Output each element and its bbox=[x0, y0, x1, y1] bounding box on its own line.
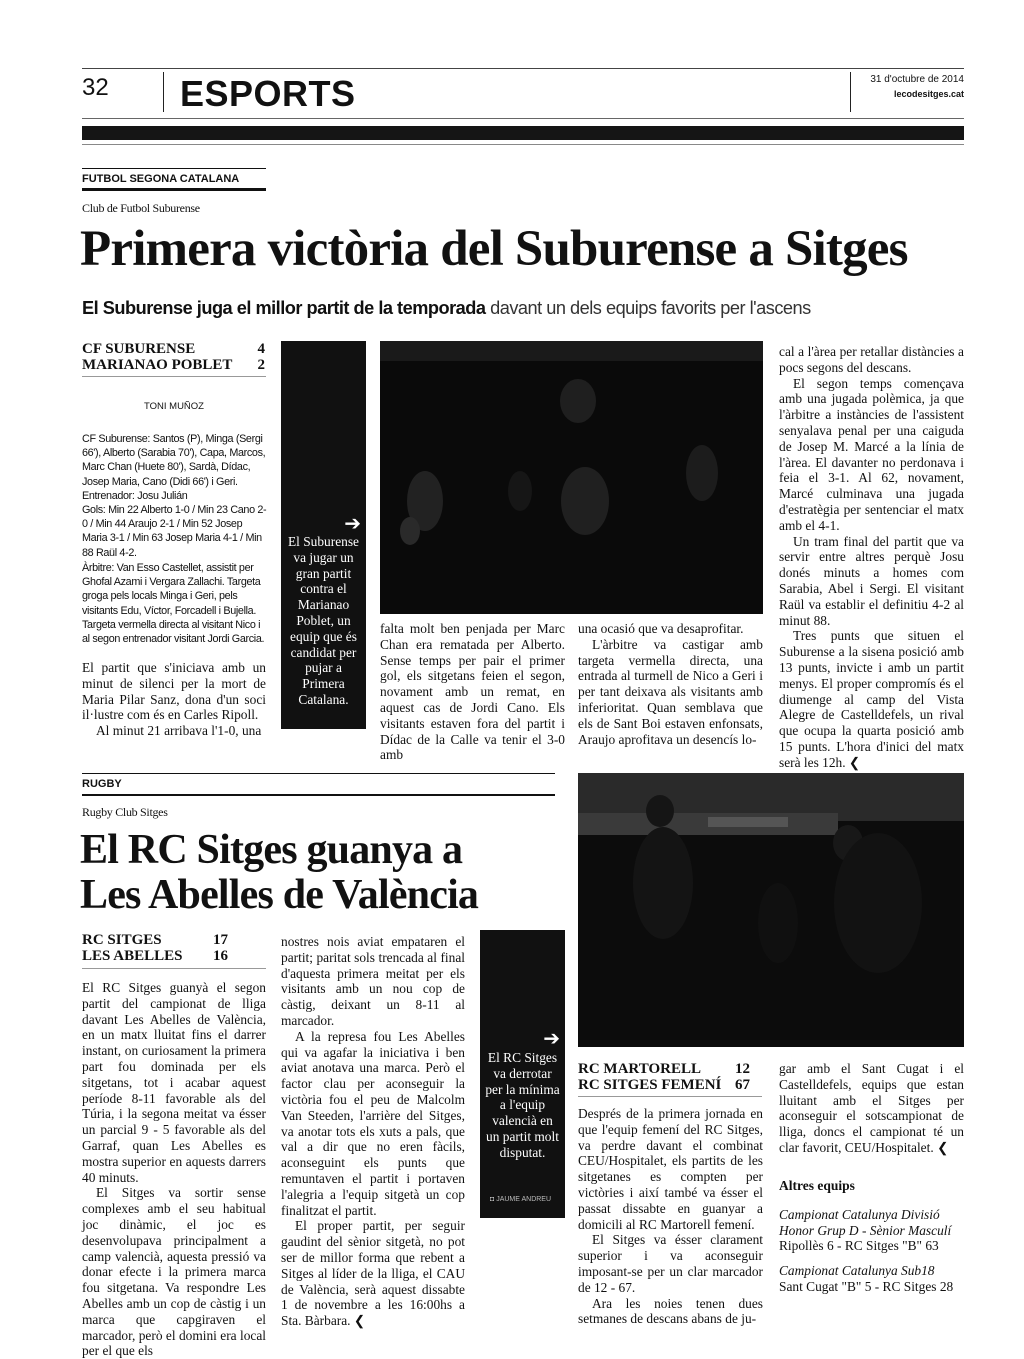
headline bbox=[80, 828, 478, 918]
kicker: RUGBY bbox=[82, 778, 122, 790]
camera-icon: ◘ bbox=[490, 1196, 495, 1203]
paragraph: Tres punts que situen el Suburense a la sisena posició amb 13 punts, invicte i amb un partit menys. El proper compromís és el diumenge al camp del Vista Alegre de Castelldefels, un rival que ocupa la quarta posició amb 15 punts. L'hora d'inici del matx serà les 12h. ❮ bbox=[779, 628, 964, 770]
paragraph: nostres nois aviat empataren el partit; paritat sols trencada al final d'aquesta primera meitat per els visitants amb un nou cop de càstig, deixant un 8-11 al marcador. bbox=[281, 934, 465, 1028]
score-value2: 2 bbox=[257, 357, 265, 373]
chevron-left-icon: ❮ bbox=[937, 1139, 949, 1155]
club-name: Club de Futbol Suburense bbox=[82, 201, 200, 215]
other-teams-competition: Campionat Catalunya Divisió Honor Grup D - Sènior Masculí bbox=[779, 1207, 952, 1238]
arrow-right-icon: ➔ bbox=[344, 511, 361, 535]
sidebar-text: El Suburense va jugar un gran partit contra el Marianao Poblet, un equip que és candidat per pujar a Primera Catalana. bbox=[287, 534, 360, 707]
paragraph: El RC Sitges guanyà el segon partit del campionat de lliga davant Les Abelles de València, en un matx lluitat fins el darrer instant, on curiosament la primera part fou dominada per els sitgetans, tot i acabar aquest període 8-11 favorable als del Túria, i la segona meitat va ésser un parcial 9 - 5 favorable als del Garraf, quan Les Abelles es mostra superior en aquests darrers 40 minuts. bbox=[82, 980, 266, 1185]
article1-col1 bbox=[82, 660, 266, 739]
score-value1: 17 bbox=[213, 932, 228, 948]
photo-credit: ◘ JAUME ANDREU bbox=[490, 1196, 552, 1203]
match-photo-image bbox=[380, 341, 763, 614]
club-name: Rugby Club Sitges bbox=[82, 805, 168, 819]
other-teams-result: Sant Cugat "B" 5 - RC Sitges 28 bbox=[779, 1279, 954, 1294]
paragraph: El Sitges va sortir sense complexes amb el seu habitual joc dinàmic, el joc es desenvolupava principalment a camp valencià, aquesta pressió va donar efecte i la primera marca fou sitgetana. Va respondre Les Abelles amb un cop de càstig i un marca que capgiraven el marcador, però el domini era local per el que els bbox=[82, 1185, 266, 1359]
header-divider bbox=[163, 72, 164, 112]
section-title: ESPORTS bbox=[180, 73, 356, 114]
article2-col2 bbox=[281, 934, 465, 1329]
website: lecodesitges.cat bbox=[893, 89, 964, 99]
chevron-left-icon: ❮ bbox=[848, 754, 861, 770]
score-value1: 12 bbox=[735, 1061, 750, 1077]
sidebar-text: El RC Sitges va derrotar per la mínima a l'equip valencià en un partit molt disputat. bbox=[485, 1050, 560, 1160]
sidebar-box bbox=[281, 341, 366, 729]
article1-col4 bbox=[578, 621, 763, 747]
paragraph: El Sitges va ésser clarament superior i va aconseguir imposant-se per un clar marcador de 12 - 67. bbox=[578, 1232, 763, 1295]
score-team2: MARIANAO POBLET bbox=[82, 357, 233, 373]
paragraph: El partit que s'iniciava amb un minut de silenci per la mort de Maria Pilar Sanz, dona d'un soci il·lustre com és en Carles Ripoll. bbox=[82, 660, 266, 723]
paragraph: Ara les noies tenen dues setmanes de descans abans de ju- bbox=[578, 1295, 763, 1327]
score-value1: 4 bbox=[257, 341, 265, 357]
subtitle bbox=[82, 296, 811, 320]
header-divider-right bbox=[850, 72, 851, 112]
score-team2: RC SITGES FEMENÍ bbox=[578, 1077, 722, 1093]
referee: Àrbitre: Van Esso Castellet, assistit per Ghofal Azami i Vergara Zallachi. Targeta groga pels locals Minga i Geri, pels visitants Edu, Víctor, Forcadell i Bujella. Targeta vermella directa al visitant Nico i al segon entrenador visitant Jordi Garcia. bbox=[82, 562, 265, 646]
rugby-photo-image bbox=[578, 773, 964, 1047]
headline-line1: El RC Sitges guanya a bbox=[80, 827, 463, 873]
paragraph: cal a l'àrea per retallar distàncies a pocs segons del descans. bbox=[779, 344, 964, 375]
score-team2: LES ABELLES bbox=[82, 948, 183, 964]
goals: Gols: Min 22 Alberto 1-0 / Min 23 Cano 2-0 / Min 44 Araujo 2-1 / Min 52 Josep Maria 3-1 / Min 63 Josep Maria 4-1 / Min 88 Raül 4-2. bbox=[82, 504, 267, 559]
issue-date: 31 d'octubre de 2014 bbox=[870, 74, 964, 85]
rugby-photo bbox=[578, 773, 964, 1047]
subtitle-light: davant un dels equips favorits per l'ascens bbox=[490, 298, 811, 318]
score-team1: RC SITGES bbox=[82, 932, 162, 948]
score-team1: RC MARTORELL bbox=[578, 1061, 701, 1077]
kicker: FUTBOL SEGONA CATALANA bbox=[82, 173, 240, 185]
byline: TONI MUÑOZ bbox=[144, 401, 204, 412]
headline-line2: Les Abelles de València bbox=[80, 872, 479, 918]
chevron-left-icon: ❮ bbox=[353, 1313, 366, 1329]
subtitle-bold: El Suburense juga el millor partit de la temporada bbox=[82, 298, 486, 318]
other-teams-competition: Campionat Catalunya Sub18 bbox=[779, 1263, 935, 1278]
article1-col5 bbox=[779, 344, 964, 771]
other-teams-result: Ripollès 6 - RC Sitges "B" 63 bbox=[779, 1238, 939, 1253]
score-value2: 16 bbox=[213, 948, 228, 964]
paragraph: falta molt ben penjada per Marc Chan era rematada per Alberto. Sense temps per pair el primer gol, els sitgetans feien el segon, novament amb un remat, en aquest cas de Jordi Cano. Els visitants estaven fora del partit i Dídac de la Calle va tenir el 3-0 amb bbox=[380, 621, 565, 763]
arrow-right-icon: ➔ bbox=[543, 1026, 560, 1050]
article3-col1 bbox=[578, 1106, 763, 1327]
section-band bbox=[82, 126, 964, 140]
page-number: 32 bbox=[82, 74, 109, 101]
paragraph: Un tram final del partit que va servir entre altres perquè Josu donés minuts a homes com Sarabia, Abel i Sergi. El visitant Raül va establir el definitiu 4-2 al minut 88. bbox=[779, 533, 964, 628]
score-team1: CF SUBURENSE bbox=[82, 341, 196, 357]
headline: Primera victòria del Suburense a Sitges bbox=[80, 221, 908, 277]
paragraph: El proper partit, per seguir gaudint del sènior sitgetà, no pot ser de millor forma que rebent a Sitges al líder de la lliga, el CAU de València, serà aquest dissabte 1 de novembre a les 16:00hs a Sta. Bàrbara. ❮ bbox=[281, 1218, 465, 1329]
other-teams-title: Altres equips bbox=[779, 1178, 855, 1193]
paragraph: L'àrbitre va castigar amb targeta vermella directa, una entrada al turmell de Nico a Geri i per tant deixava als visitants amb inferioritat. Quan semblava que els de Sant Boi estaven enfonsats, Araujo aprofitava un desencís lo- bbox=[578, 636, 763, 747]
paragraph: A la represa fou Les Abelles qui va agafar la iniciativa i ben aviat anotava una marca. Però el factor clau per aconseguir la victòria fou el peu de Malcolm Van Steeden, l'arrière del Sitges, va anotar tots els xuts a pals, que val a dir que no eren fàcils, aconseguint els punts que remuntaven el partit i portaven l'alegria a l'equip sitgetà un cop finalitzat el partit. bbox=[281, 1028, 465, 1218]
sidebar-box bbox=[480, 930, 565, 1218]
paragraph: Al minut 21 arribava l'1-0, una bbox=[96, 723, 262, 739]
paragraph: Després de la primera jornada en que l'equip femení del RC Sitges, va perdre davant el combinat CEU/Hospitalet, els partits de les sitgetanes es compten per victòries i així també va ésser el passat dissabte en guanyar a domicili al RC Martorell femení. bbox=[578, 1106, 763, 1232]
article3-col2 bbox=[779, 1061, 964, 1156]
lineup: CF Suburense: Santos (P), Minga (Sergi 66'), Alberto (Sarabia 70'), Capa, Marcos, Marc Chan (Huete 80'), Sardà, Dídac, Josep Maria, Cano (Didi 66') i Geri. Entrenador: Josu Julián bbox=[82, 433, 266, 502]
article1-col3 bbox=[380, 621, 565, 763]
article2-col1 bbox=[82, 980, 266, 1359]
paragraph: una ocasió que va desaprofitar. bbox=[578, 621, 744, 636]
paragraph: El segon temps començava amb una jugada polèmica, ja que l'àrbitre a instàncies de l'assistent senyalava penal per una caiguda de Josep M. Marcé a la línia de l'àrea. El davanter no perdonava i feia el 3-1. Al 62, novament, Marcé culminava una jugada d'estratègia per sentenciar el matx amb el 4-1. bbox=[779, 375, 964, 533]
paragraph: gar amb el Sant Cugat i el Castelldefels, equips que estan lluitant amb el Sitges per aconseguir el sotscampionat de lliga, doncs el campionat té un clar favorit, CEU/Hospitalet. ❮ bbox=[779, 1061, 964, 1155]
score-value2: 67 bbox=[735, 1077, 750, 1093]
match-photo bbox=[380, 341, 763, 614]
